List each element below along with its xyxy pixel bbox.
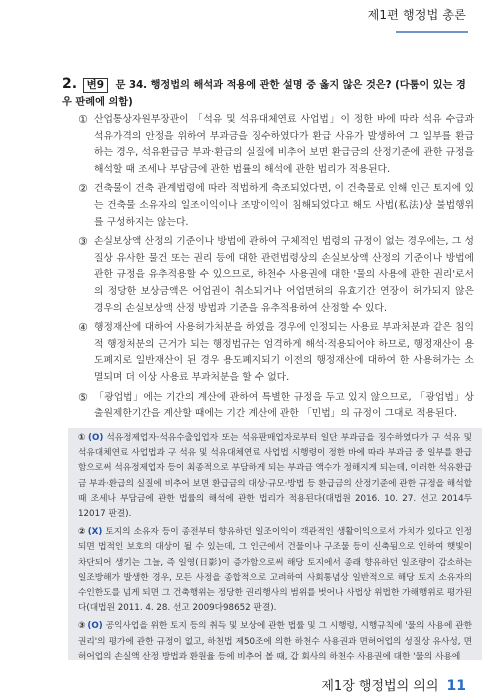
option-text: 건축물이 건축 관계법령에 따라 적법하게 축조되었다면, 이 건축물로 인해 인근 토지에 있는 건축물 소유자의 일조이익이나 조망이익이 침해되었다고 해도 사법(私法)상 불법행위를 구성하지는 않는다. [94,183,474,228]
header-rule [396,31,468,33]
option-marker: ② [78,182,88,196]
option-marker: ③ [78,235,88,249]
option-3 [78,234,474,317]
option-text: 산업통상자원부장관이 「석유 및 석유대체연료 사업법」이 정한 바에 따라 석유 수급과 석유가격의 안정을 위하여 부과금을 징수하였다가 환급 사유가 발생하여 그 일부를 환급하는 경우, 석유환급금 부과·환급의 실질에 비추어 보면 환급금의 산정기준에 관한 규정을 해석할 때 조세나 부담금에 관한 법률의 해석에 관한 법리가 적용된다. [94,114,474,175]
page-number: 11 [446,678,466,694]
option-5 [78,390,474,423]
option-2 [78,181,474,231]
verdict-label: (X) [87,527,103,538]
question-block [62,76,470,111]
option-text: 손실보상액 산정의 기준이나 방법에 관하여 구체적인 법령의 규정이 없는 경우에는, 그 성질상 유사한 물건 또는 권리 등에 대한 관련법령상의 손실보상액 산정의 기준이나 방법에 관한 규정을 유추적용할 수 있으므로, 하천수 사용권에 대한 '물의 사용에 관한 권리'로서의 정당한 보상금액은 어업권이 취소되거나 어업면허의 유효기간 연장이 허가되지 않은 경우의 손실보상액 산정 방법과 기준을 유추적용하여 산정할 수 있다. [94,236,474,314]
page-footer [321,675,466,694]
explanation-item-2 [78,525,472,616]
explanation-text: 공익사업을 위한 토지 등의 취득 및 보상에 관한 법률 및 그 시행령, 시행규칙에 '물의 사용에 관한 권리'의 평가에 관한 규정이 없고, 하천법 제50조에 의한 하천수 사용권과 면허어업의 성질상 유사성, 면허어업의 손실액 산정 방법과 환원율 등에 비추어 볼 때, 갑 회사의 하천수 사용권에 대한 '물의 사용에 [78,621,472,660]
explanation-text: 석유정제업자·석유수출입업자 또는 석유판매업자로부터 일단 부과금을 징수하였다가 구 석유 및 석유대체연료 사업법과 구 석유 및 석유대체연료 사업법 시행령이 정한 바에 따라 부과금 중 일부를 환급함으로써 석유정제업자 등이 최종적으로 부담하게 되는 부과금 액수가 정해지게 되는데, 이러한 석유환급금 부과·환급의 실질에 비추어 보면 환급금의 대상·규모·방법 등 환급금의 산정기준에 관한 규정을 해석할 때 조세나 부담금에 관한 법률의 해석에 관한 법리가 적용된다(대법원 2016. 10. 27. 선고 2014두12017 판결). [78,433,472,520]
explanation-marker: ① [78,433,86,443]
answer-options [78,112,474,426]
option-marker: ④ [78,321,88,335]
explanation-item-3 [78,619,472,660]
explanation-box [68,428,482,660]
option-4 [78,320,474,386]
explanation-item-1 [78,431,472,522]
running-header: 제1편 행정법 총론 [367,8,466,22]
option-text: 「광업법」에는 기간의 계산에 관하여 특별한 규정을 두고 있지 않으므로, 「광업법」상 출원제한기간을 계산할 때에는 기간 계산에 관한 「민법」의 규정이 그대로 적용된다. [94,391,474,420]
explanation-text: 토지의 소유자 등이 종전부터 향유하던 일조이익이 객관적인 생활이익으로서 가치가 있다고 인정되면 법적인 보호의 대상이 될 수 있는데, 그 인근에서 건물이나 구조물 등이 신축됨으로 인하여 햇빛이 차단되어 생기는 그늘, 즉 일영(日影)이 증가함으로써 해당 토지에서 종래 향유하던 일조량이 감소하는 일조방해가 발생한 경우, 모든 사정을 종합적으로 고려하여 사회통념상 일반적으로 해당 토지 소유자의 수인한도를 넘게 되면 그 건축행위는 정당한 권리행사의 범위를 벗어나 사법상 위법한 가해행위로 평가된다(대법원 2011. 4. 28. 선고 2009다98652 판결). [78,527,472,614]
question-number: 2. [62,76,78,92]
explanation-marker: ③ [78,621,86,632]
verdict-label: (O) [88,433,104,443]
question-text: 문 34. 행정법의 해석과 적용에 관한 설명 중 옳지 않은 것은? (다툼이 있는 경우 판례에 의함) [62,80,466,108]
option-marker: ⑤ [78,390,88,404]
option-marker: ① [78,113,88,126]
verdict-label: (O) [87,621,103,632]
explanation-marker: ② [78,527,86,538]
chapter-title: 제1장 행정법의 의의 [321,679,439,694]
option-1 [78,112,474,178]
exam-source-badge: 변9 [83,78,108,93]
option-text: 행정재산에 대하여 사용허가처분을 하였을 경우에 인정되는 사용료 부과처분과 같은 침익적 행정처분의 근거가 되는 행정법규는 엄격하게 해석·적용되어야 하므로, 행정재산이 용도폐지로 일반재산이 된 경우 용도폐지되기 이전의 행정재산에 대하여 한 사용허가는 소멸되며 더 이상 사용료 부과처분을 할 수 없다. [94,322,474,383]
